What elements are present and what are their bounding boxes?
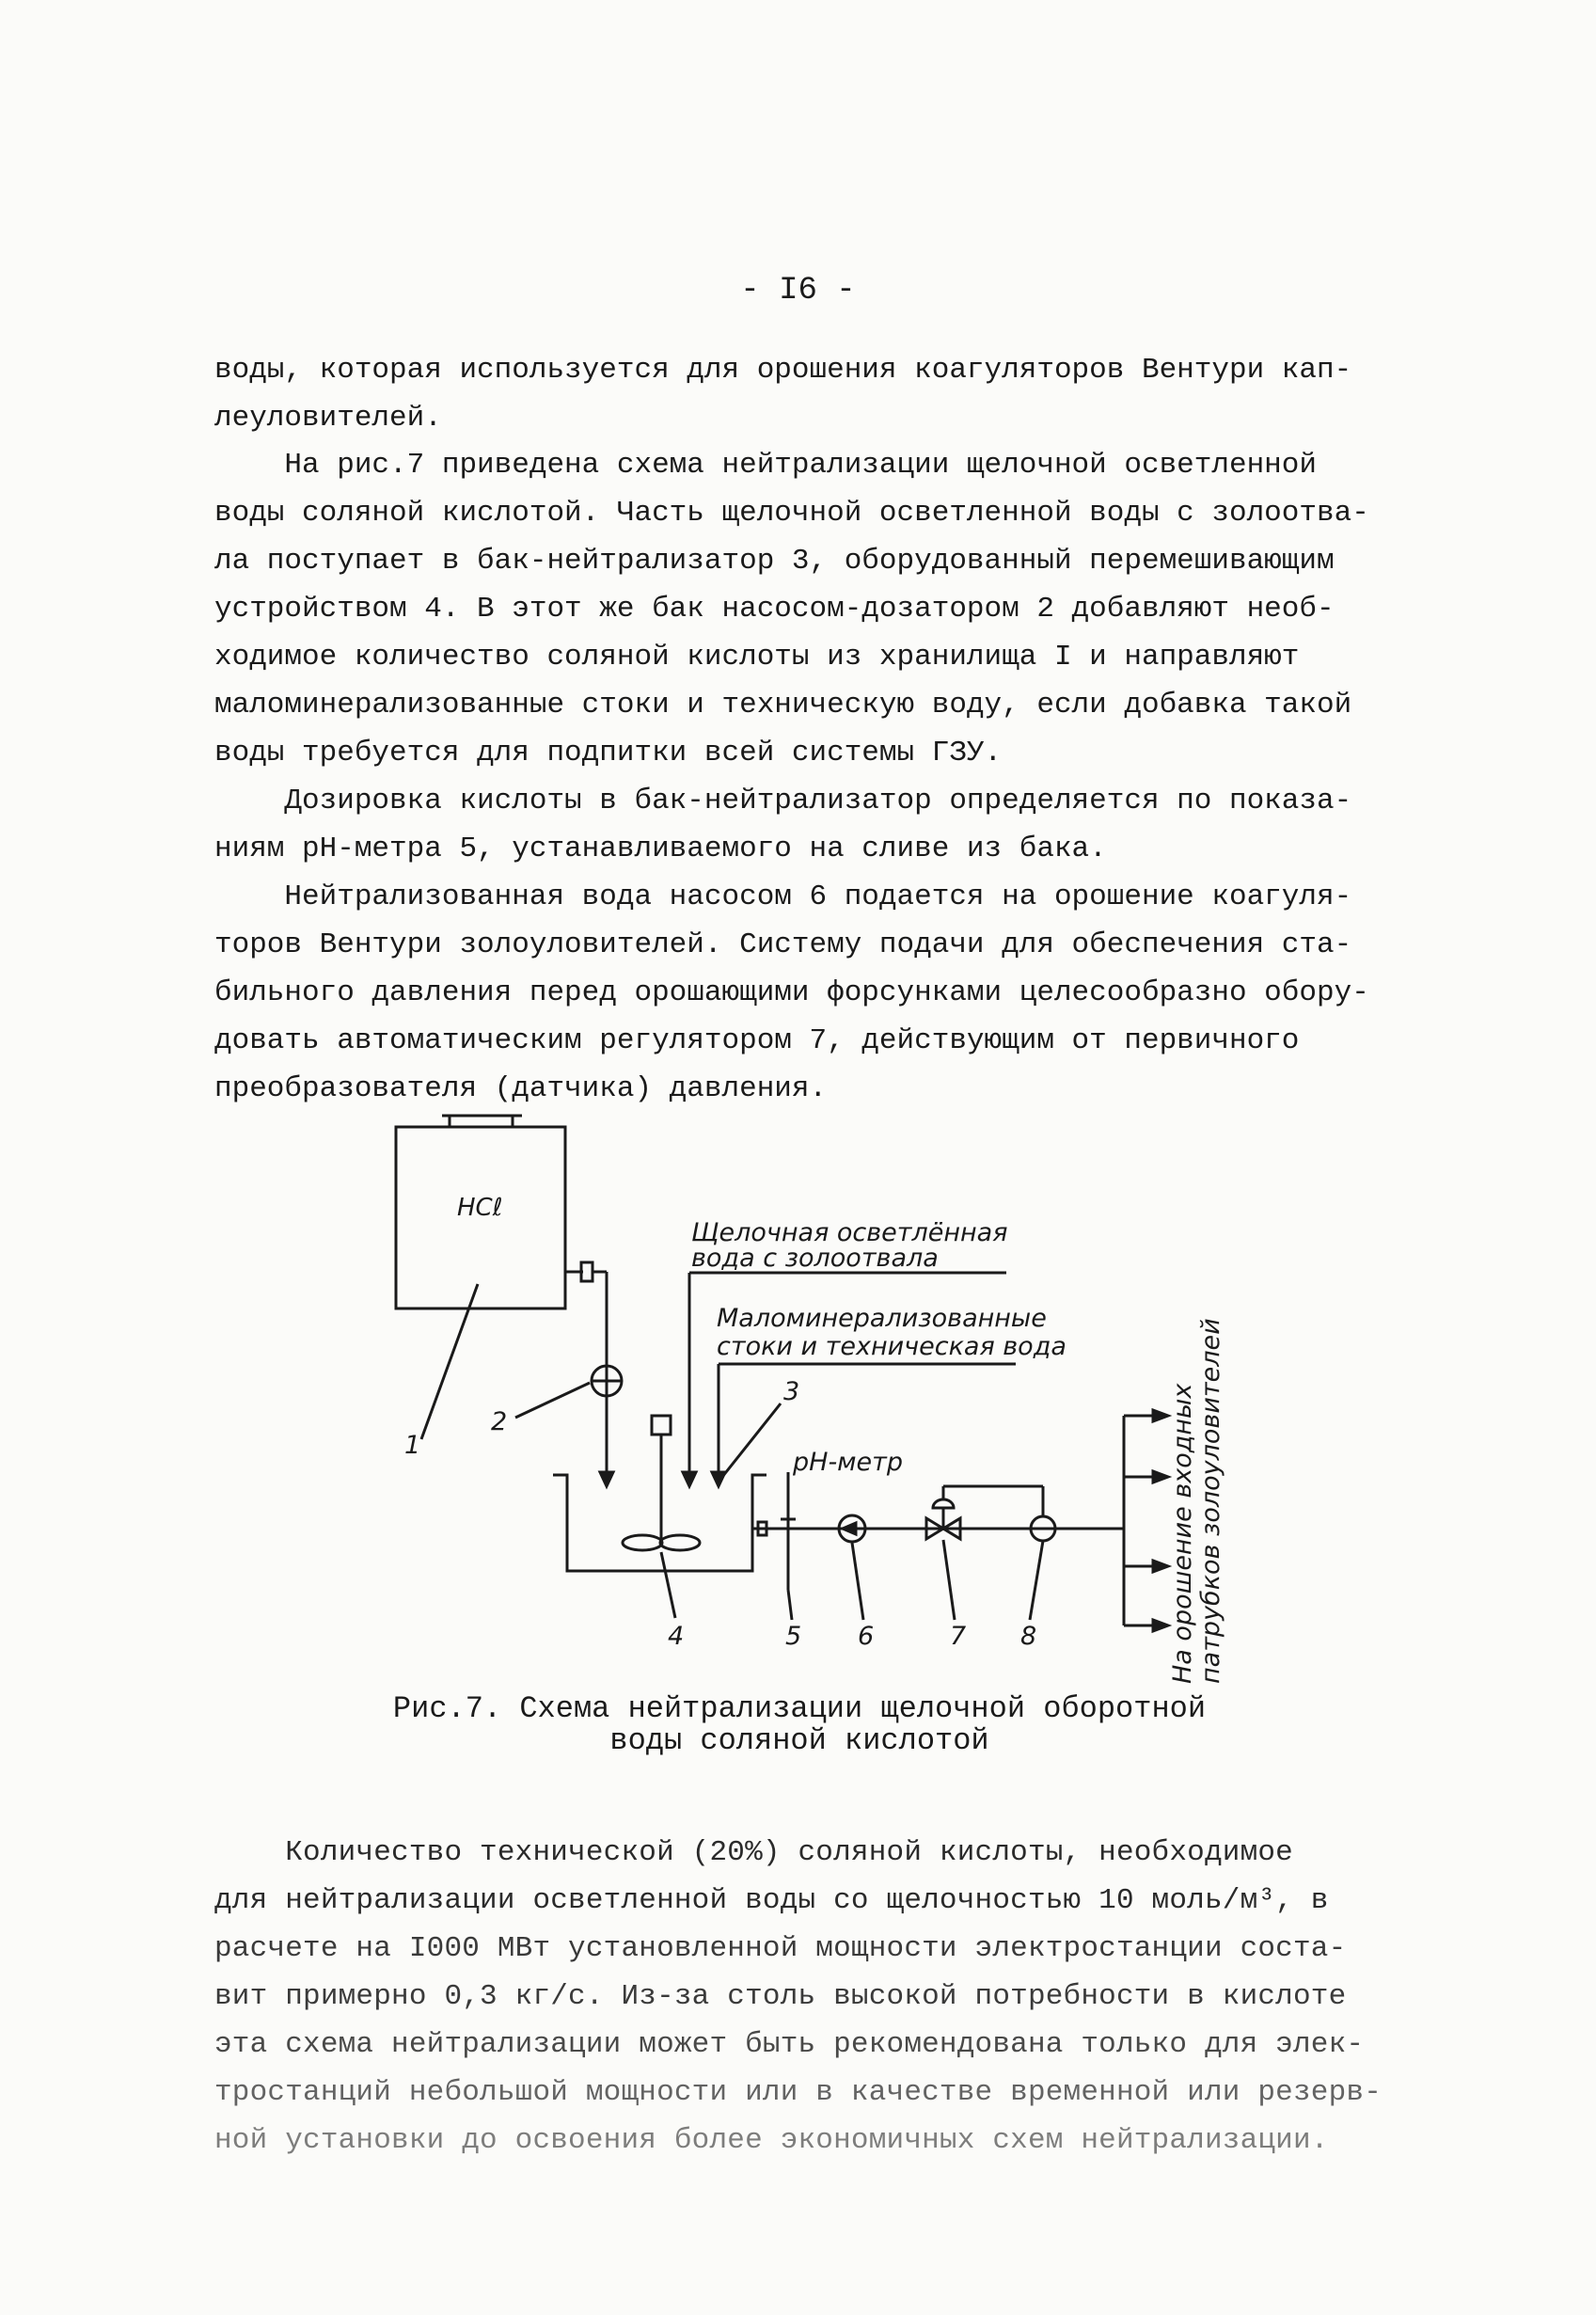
- text-line: воды соляной кислотой. Часть щелочной осветленной воды с золоотва-: [214, 497, 1369, 530]
- text-line: маломинерализованные стоки и техническую воду, если добавка такой: [214, 689, 1352, 721]
- text-line: довать автоматическим регулятором 7, действующим от первичного: [214, 1024, 1300, 1057]
- text-line: торов Вентури золоуловителей. Систему подачи для обеспечения ста-: [214, 928, 1352, 961]
- figure-caption: [329, 1693, 1270, 1757]
- hcl-label: HCℓ: [457, 1194, 503, 1222]
- text-line: На рис.7 приведена схема нейтрализации щелочной осветленной: [214, 449, 1317, 482]
- page-number: - I6 -: [740, 273, 856, 309]
- alkaline-water-label-line1: Щелочная осветлённая: [691, 1218, 1008, 1247]
- number-2: 2: [491, 1407, 508, 1436]
- number-5: 5: [785, 1622, 802, 1651]
- text-line: воды, которая используется для орошения коагуляторов Вентури кап-: [214, 354, 1352, 387]
- text-line: Количество технической (20%) соляной кислоты, необходимое: [214, 1836, 1293, 1869]
- text-line: ной установки до освоения более экономичных схем нейтрализации.: [214, 2124, 1329, 2157]
- ph-meter-label: pH-метр: [793, 1448, 904, 1477]
- outlet-label-line1: На орошение входных: [1168, 1383, 1197, 1684]
- text-line: бильного давления перед орошающими форсунками целесообразно обору-: [214, 976, 1369, 1009]
- number-6: 6: [858, 1622, 875, 1651]
- text-line: ходимое количество соляной кислоты из хранилища I и направляют: [214, 641, 1300, 674]
- number-7: 7: [950, 1622, 967, 1651]
- text-line: ла поступает в бак-нейтрализатор 3, оборудованный перемешивающим: [214, 545, 1335, 578]
- text-line: расчете на I000 МВт установленной мощности электростанции соста-: [214, 1932, 1347, 1965]
- text-line: вит примерно 0,3 кг/с. Из-за столь высокой потребности в кислоте: [214, 1980, 1347, 2013]
- caption-line: воды соляной кислотой: [609, 1723, 989, 1758]
- text-line: ниям pH-метра 5, устанавливаемого на сливе из бака.: [214, 832, 1107, 865]
- text-line: воды требуется для подпитки всей системы ГЗУ.: [214, 737, 1003, 769]
- text-line: Дозировка кислоты в бак-нейтрализатор определяется по показа-: [214, 785, 1352, 817]
- low-mineral-label-line2: стоки и техническая вода: [717, 1332, 1067, 1361]
- text-line: устройством 4. В этот же бак насосом-дозатором 2 добавляют необ-: [214, 593, 1335, 626]
- text-line: эта схема нейтрализации может быть рекомендована только для элек-: [214, 2028, 1365, 2061]
- text-line: для нейтрализации осветленной воды со щелочностью 10 моль/м³, в: [214, 1884, 1329, 1917]
- number-8: 8: [1020, 1622, 1037, 1651]
- paragraph-5: [214, 1829, 1465, 2164]
- text-line: леуловителей.: [214, 402, 442, 435]
- text-line: тростанций небольшой мощности или в качестве временной или резерв-: [214, 2076, 1382, 2109]
- outlet-label-line2: патрубков золоуловителей: [1196, 1318, 1225, 1684]
- text-line: Нейтрализованная вода насосом 6 подается на орошение коагуля-: [214, 880, 1352, 913]
- number-4: 4: [668, 1622, 685, 1651]
- caption-line: Рис.7. Схема нейтрализации щелочной оборотной: [392, 1691, 1207, 1726]
- number-3: 3: [783, 1377, 800, 1406]
- stirrer-motor: [652, 1416, 671, 1435]
- alkaline-water-label-line2: вода с золоотвала: [691, 1244, 939, 1273]
- number-1: 1: [404, 1431, 421, 1460]
- low-mineral-label-line1: Маломинерализованные: [717, 1304, 1047, 1333]
- text-line: преобразователя (датчика) давления.: [214, 1072, 828, 1105]
